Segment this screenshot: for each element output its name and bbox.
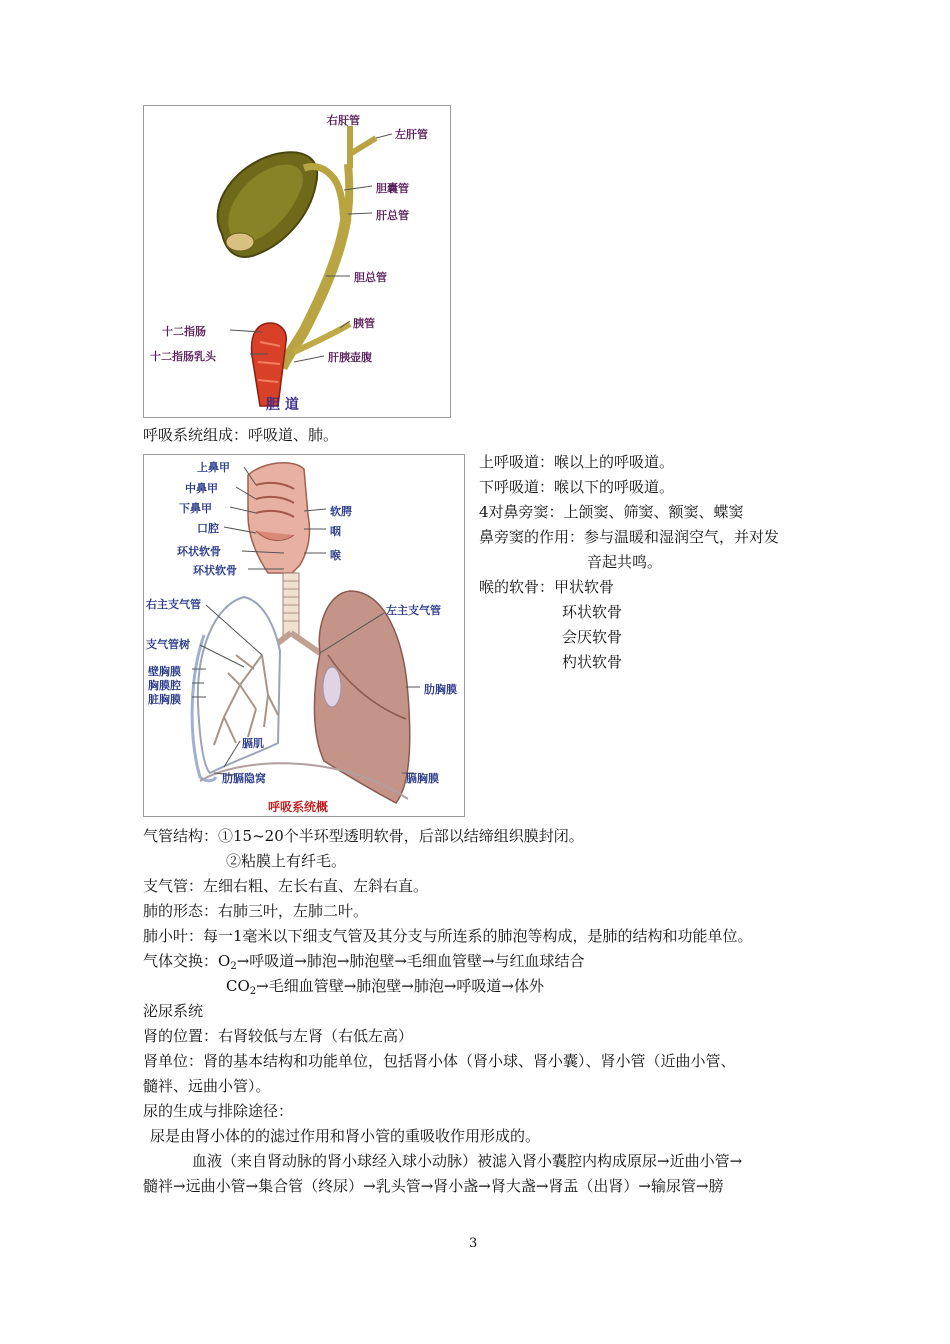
co2-path: →毛细血管壁→肺泡壁→肺泡→呼吸道→体外 [256,977,544,995]
biliary-tract-illustration [144,106,450,417]
pulmonary-lobule: 肺小叶：每一1毫米以下细支气管及其分支与所连系的肺泡等构成，是肺的结构和功能单位。 [143,927,753,945]
label-soft-palate: 软腭 [330,505,352,518]
biliary-figure-caption: 胆 道 [266,397,299,413]
label-hepatopancreatic-ampulla: 肝胰壶腹 [328,351,372,364]
trachea-structure-1: 气管结构：①15~20个半环型透明软骨，后部以结缔组织膜封闭。 [143,827,584,845]
label-duodenum: 十二指肠 [162,325,206,338]
side-note-sinus-function-cont: 音起共鸣。 [587,553,663,571]
side-note-paranasal-sinuses: 4对鼻旁窦：上颌窦、筛窦、额窦、蝶窦 [479,503,744,521]
o2-formula: $O_2$ [218,952,237,972]
label-diaphragmatic-pleura: 膈胸膜 [406,772,439,785]
label-pleural-cavity: 胸膜腔 [148,679,181,692]
label-costal-pleura: 肋胸膜 [424,683,457,696]
label-oral-cavity: 口腔 [197,522,219,535]
side-note-upper-airway: 上呼吸道：喉以上的呼吸道。 [479,453,675,471]
label-parietal-pleura: 壁胸膜 [148,665,181,678]
urine-formation-2: 血液（来自肾动脉的肾小球经入球小动脉）被滤入肾小囊腔内构成原尿→近曲小管→ [192,1152,743,1170]
urine-formation-1: 尿是由肾小体的的滤过作用和肾小管的重吸收作用形成的。 [150,1127,541,1145]
gas-exchange-label: 气体交换： [143,952,219,970]
bronchus-note: 支气管：左细右粗、左长右直、左斜右直。 [143,877,429,895]
label-common-hepatic-duct: 肝总管 [376,209,409,222]
label-left-main-bronchus: 左主支气管 [386,604,441,617]
trachea-structure-2: ②粘膜上有纤毛。 [226,852,347,870]
gas-exchange-co2 [226,974,544,1004]
kidney-position: 肾的位置：右肾较低与左肾（右低左高） [143,1027,414,1045]
label-diaphragm: 膈肌 [242,737,264,750]
respiratory-intro: 呼吸系统组成：呼吸道、肺。 [143,426,339,444]
label-duodenal-papilla: 十二指肠乳头 [150,350,216,363]
lung-shape: 肺的形态：右肺三叶，左肺二叶。 [143,902,369,920]
urine-formation-3: 髓袢→远曲小管→集合管（终尿）→乳头管→肾小盏→肾大盏→肾盂（出肾）→输尿管→膀 [143,1177,724,1195]
respiratory-system-figure [143,454,465,817]
label-right-hepatic-duct: 右肝管 [327,114,360,127]
side-note-cricoid: 环状软骨 [562,603,623,621]
side-note-lower-airway: 下呼吸道：喉以下的呼吸道。 [479,478,675,496]
biliary-tract-figure [143,105,451,418]
label-cystic-duct: 胆囊管 [376,182,409,195]
side-note-sinus-function: 鼻旁窦的作用：参与温暖和湿润空气，并对发 [479,528,780,546]
nephron-2: 髓袢、远曲小管）。 [143,1077,271,1095]
label-right-main-bronchus: 右主支气管 [146,598,201,611]
o2-path: →呼吸道→肺泡→肺泡壁→毛细血管壁→与红血球结合 [236,952,585,970]
label-lower-concha: 下鼻甲 [179,502,212,515]
label-left-hepatic-duct: 左肝管 [395,128,428,141]
side-note-larynx-cartilage: 喉的软骨：甲状软骨 [479,578,615,596]
label-costodiaphragmatic-recess: 肋膈隐窝 [222,772,266,785]
label-cricoid-cartilage-1: 环状软骨 [177,545,221,558]
urine-formation-heading: 尿的生成与排除途径： [143,1102,294,1120]
label-larynx: 喉 [330,549,341,562]
label-common-bile-duct: 胆总管 [354,271,387,284]
nephron-1: 肾单位：肾的基本结构和功能单位，包括肾小体（肾小球、肾小囊）、肾小管（近曲小管、 [143,1052,736,1070]
side-note-epiglottic: 会厌软骨 [562,628,623,646]
side-note-arytenoid: 杓状软骨 [562,653,623,671]
page-number: 3 [469,1236,478,1251]
label-middle-concha: 中鼻甲 [185,482,218,495]
label-bronchial-tree: 支气管树 [146,638,190,651]
label-visceral-pleura: 脏胸膜 [148,693,181,706]
label-pancreatic-duct: 胰管 [353,317,375,330]
urinary-system-heading: 泌尿系统 [143,1002,204,1020]
label-pharynx: 咽 [330,525,341,538]
respiratory-figure-caption: 呼吸系统概 [268,800,329,814]
label-cricoid-cartilage-2: 环状软骨 [193,564,237,577]
co2-formula: $CO_2$ [226,977,257,997]
label-upper-concha: 上鼻甲 [197,461,230,474]
